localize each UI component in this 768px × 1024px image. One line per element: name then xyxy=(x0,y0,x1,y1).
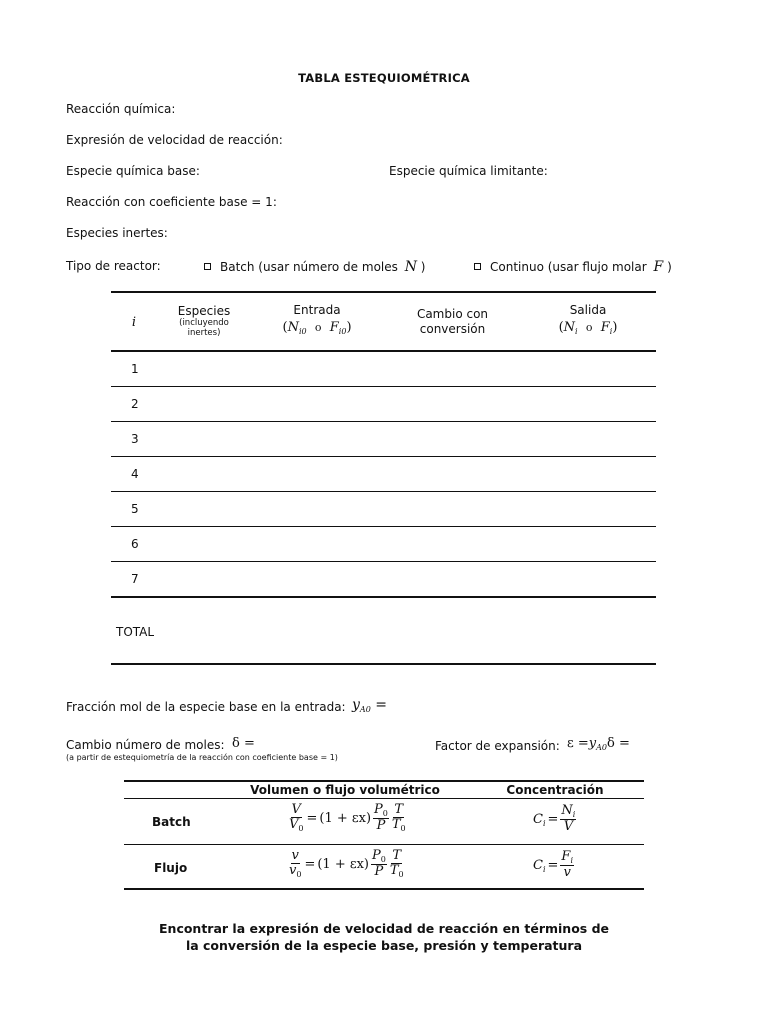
batch-vol-eq: = xyxy=(306,810,318,826)
coef-base-label: Reacción con coeficiente base = 1: xyxy=(66,195,277,209)
bottom-table-top-rule xyxy=(124,780,644,782)
bottom-row-flujo-label: Flujo xyxy=(154,861,188,875)
col-header-salida xyxy=(535,303,641,336)
flujo-vol-eq: = xyxy=(304,856,316,872)
table-bottom-rule xyxy=(111,663,656,665)
entrada-o: o xyxy=(314,321,322,334)
entrada-N: N xyxy=(287,320,299,335)
table-row-number: 4 xyxy=(131,467,139,481)
salida-N: N xyxy=(563,320,576,335)
table-total-rule xyxy=(111,596,656,598)
batch-t-den: T xyxy=(391,817,401,832)
col-header-especies xyxy=(163,304,245,338)
entrada-F: F xyxy=(329,320,339,335)
flujo-conc-den: v xyxy=(563,865,571,880)
flujo-t-den: T xyxy=(389,863,399,878)
flujo-p-num: P xyxy=(372,848,381,863)
batch-vol-den: V xyxy=(289,817,299,832)
batch-conc-den: V xyxy=(563,819,574,834)
flujo-conc-num: F xyxy=(561,849,571,864)
col-header-especies-note2: inertes) xyxy=(187,328,221,338)
col-header-salida-label: Salida xyxy=(569,303,607,317)
table-top-rule xyxy=(111,291,656,293)
flujo-vol-paren: (1 + εx) xyxy=(317,856,369,872)
footer-line-1: Encontrar la expresión de velocidad de reacción en términos de xyxy=(159,921,609,936)
batch-option-label: Batch (usar número de moles xyxy=(220,260,398,274)
batch-symbol: N xyxy=(404,259,417,275)
col-header-cambio-line2: conversión xyxy=(419,322,486,336)
continuo-close-paren: ) xyxy=(667,260,672,274)
col-header-entrada xyxy=(262,303,372,336)
footer-line-2: la conversión de la especie base, presión y temperatura xyxy=(185,938,583,953)
cambio-label: Cambio número de moles: xyxy=(66,738,225,752)
table-row-rule xyxy=(111,526,656,527)
table-row-number: 3 xyxy=(131,432,139,446)
expansion-label: Factor de expansión: xyxy=(435,739,560,753)
batch-close-paren: ) xyxy=(420,260,426,274)
bottom-header-volumen: Volumen o flujo volumétrico xyxy=(250,783,440,797)
cambio-note: (a partir de estequiometría de la reacción con coeficiente base = 1) xyxy=(66,753,338,762)
table-row-number: 2 xyxy=(131,397,139,411)
bottom-table-bottom-rule xyxy=(124,888,644,890)
batch-p-den: P xyxy=(376,818,386,833)
flujo-vol-den: v xyxy=(289,863,297,878)
table-row-number: 5 xyxy=(131,502,139,516)
table-row-rule xyxy=(111,561,656,562)
continuo-option[interactable] xyxy=(474,259,672,275)
batch-vol-paren: (1 + εx) xyxy=(319,810,372,826)
batch-t-den-sub: 0 xyxy=(400,824,406,833)
expansion-formula xyxy=(567,736,630,752)
cambio-delta: δ = xyxy=(232,736,255,751)
table-row-number: 6 xyxy=(131,537,139,551)
salida-o: o xyxy=(585,321,593,334)
expresion-label: Expresión de velocidad de reacción: xyxy=(66,133,283,147)
col-header-cambio-line1: Cambio con xyxy=(416,307,489,321)
batch-t-num: T xyxy=(394,802,404,817)
table-row-rule xyxy=(111,456,656,457)
flujo-concentration-equation xyxy=(533,850,574,880)
especie-base-label: Especie química base: xyxy=(66,164,200,178)
batch-conc-eq: = xyxy=(547,811,559,827)
salida-F: F xyxy=(600,320,610,335)
fraccion-label: Fracción mol de la especie base en la entrada: xyxy=(66,700,346,714)
fraccion-eq: = xyxy=(375,697,387,713)
col-header-salida-formula: ($N_i$ o $F_i$) xyxy=(558,320,618,336)
especie-limitante-label: Especie química limitante: xyxy=(389,164,548,178)
flujo-volume-equation xyxy=(288,848,405,879)
continuo-checkbox[interactable] xyxy=(474,263,481,270)
batch-conc-lhs: C xyxy=(533,811,543,827)
table-row-number: 7 xyxy=(131,572,139,586)
continuo-option-label: Continuo (usar flujo molar xyxy=(490,260,647,274)
fraccion-formula xyxy=(352,697,387,714)
flujo-vol-num: v xyxy=(291,848,299,863)
batch-checkbox[interactable] xyxy=(204,263,211,270)
col-header-i: i xyxy=(131,315,137,330)
batch-volume-equation xyxy=(288,802,407,833)
expansion-y: y xyxy=(588,736,597,751)
batch-p-num: P xyxy=(374,802,383,817)
bottom-table-row-rule xyxy=(124,844,644,845)
inertes-label: Especies inertes: xyxy=(66,226,168,240)
bottom-table-header-rule xyxy=(124,798,644,799)
flujo-conc-eq: = xyxy=(547,857,559,873)
bottom-header-concentracion: Concentración xyxy=(506,783,604,797)
flujo-t-num: T xyxy=(392,848,402,863)
batch-vol-den-sub: 0 xyxy=(298,824,304,833)
batch-option[interactable] xyxy=(204,259,425,275)
flujo-conc-num-sub: i xyxy=(570,856,574,865)
col-header-cambio xyxy=(395,307,510,337)
table-row-rule xyxy=(111,421,656,422)
col-header-entrada-label: Entrada xyxy=(293,303,341,317)
reaccion-label: Reacción química: xyxy=(66,102,176,116)
batch-conc-lhs-sub: i xyxy=(542,818,546,828)
flujo-p-den: P xyxy=(374,864,384,879)
flujo-p-num-sub: 0 xyxy=(380,855,386,864)
table-row-rule xyxy=(111,491,656,492)
table-row-rule xyxy=(111,386,656,387)
entrada-N-sub: i0 xyxy=(298,327,307,336)
tipo-reactor-label: Tipo de reactor: xyxy=(66,259,161,273)
table-row-number: 1 xyxy=(131,362,139,376)
page-title: TABLA ESTEQUIOMÉTRICA xyxy=(298,71,470,85)
batch-concentration-equation xyxy=(533,804,576,834)
col-header-especies-label: Especies xyxy=(177,304,231,318)
expansion-tail: δ = xyxy=(607,736,630,751)
fraccion-y-sub: A0 xyxy=(359,705,371,714)
continuo-symbol: F xyxy=(653,259,664,275)
col-header-especies-note1: (incluyendo xyxy=(179,318,229,328)
batch-conc-num-sub: i xyxy=(572,810,576,819)
table-total-label: TOTAL xyxy=(116,625,155,639)
entrada-F-sub: i0 xyxy=(338,327,347,336)
batch-vol-num: V xyxy=(291,802,301,817)
batch-conc-num: N xyxy=(561,803,573,818)
expansion-eps: ε = xyxy=(567,736,589,751)
fraccion-y: y xyxy=(352,697,360,713)
flujo-vol-den-sub: 0 xyxy=(296,870,302,879)
table-header-rule xyxy=(111,350,656,352)
flujo-conc-lhs-sub: i xyxy=(542,864,546,874)
bottom-row-batch-label: Batch xyxy=(152,815,191,829)
batch-p-num-sub: 0 xyxy=(382,809,388,818)
salida-N-sub: i xyxy=(575,327,578,336)
expansion-y-sub: A0 xyxy=(596,743,607,752)
salida-F-sub: i xyxy=(609,327,613,336)
col-header-entrada-formula: ($N_{i0}$ o $F_{i0}$) xyxy=(282,320,352,336)
flujo-conc-lhs: C xyxy=(533,857,543,873)
flujo-t-den-sub: 0 xyxy=(398,870,404,879)
